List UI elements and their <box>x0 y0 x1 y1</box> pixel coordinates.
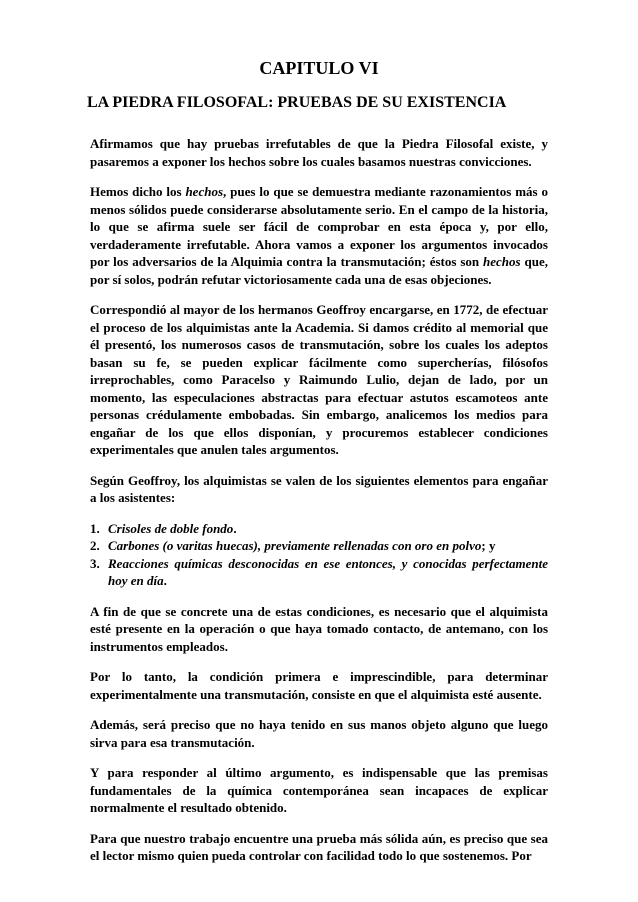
chapter-title: CAPITULO VI <box>259 58 379 78</box>
chapter-subtitle: LA PIEDRA FILOSOFAL: PRUEBAS DE SU EXISTENCIA <box>87 94 507 111</box>
paragraph-7: Además, será preciso que no haya tenido en sus manos objeto alguno que luego sirva para esa transmutación. <box>90 717 548 750</box>
paragraph-8: Y para responder al último argumento, es indispensable que las premisas fundamentales de la química contemporánea sean incapaces de explicar normalmente el resultado obtenido. <box>90 765 548 815</box>
list-item <box>90 520 548 538</box>
emphasis-hechos: hechos <box>185 184 224 199</box>
paragraph-2-part-c: , pues lo que se demuestra mediante razonamientos más o menos sólidos puede considerarse absolutamente serio. En el campo de la historia, lo que se afirma suele ser fácil de comprobar en esta época y, por ello, verdaderamente irrefutable. Ahora vamos a exponer los argumentos invocados por los adversarios de la Alquimia contra la transmutación; éstos son <box>90 184 548 269</box>
list-item-tail: . <box>233 520 237 536</box>
paragraph-2-part-e: que, por sí solos, podrán refutar victoriosamente cada una de esas objeciones. <box>90 254 548 287</box>
list-item-text: Reacciones químicas desconocidas en ese entonces, y conocidas perfectamente hoy en día <box>108 555 548 588</box>
paragraph-6: Por lo tanto, la condición primera e imprescindible, para determinar experimentalmente una transmutación, consiste en que el alquimista esté ausente. <box>90 669 548 702</box>
paragraph-4: Según Geoffroy, los alquimistas se valen de los siguientes elementos para engañar a los asistentes: <box>90 472 548 505</box>
paragraph-2 <box>90 183 548 288</box>
list-number: 3. <box>90 555 100 571</box>
document-page <box>87 57 548 878</box>
paragraph-9: Para que nuestro trabajo encuentre una prueba más sólida aún, es preciso que sea el lector mismo quien pueda controlar con facilidad todo lo que sostenemos. Por <box>90 830 548 863</box>
list-item <box>90 555 548 590</box>
list-item-tail: ; y <box>481 538 496 553</box>
deception-list <box>90 520 548 590</box>
paragraph-5: A fin de que se concrete una de estas condiciones, es necesario que el alquimista esté presente en la operación o que haya tomado contacto, de antemano, con los instrumentos empleados. <box>90 603 548 654</box>
list-number: 1. <box>90 520 100 536</box>
paragraph-3: Correspondió al mayor de los hermanos Geoffroy encargarse, en 1772, de efectuar el proceso de los alquimistas ante la Academia. Si damos crédito al memorial que él presentó, los numerosos casos de transmutación, sobre los cuales los adeptos basan su fe, se pueden explicar fácilmente como supercherías, filósofos irreprochables, como Paracelso y Raimundo Lulio, dejan de lado, por un momento, las especulaciones abstractas para efectuar astutos escamoteos ante personas crédulamente embobadas. Sin embargo, analicemos los medios para engañar de los que ellos disponían, y procuremos establecer condiciones experimentales que anulen tales argumentos. <box>90 302 548 457</box>
emphasis-hechos: hechos <box>483 254 521 269</box>
list-item-text: Crisoles de doble fondo <box>108 520 234 536</box>
list-number: 2. <box>90 538 100 553</box>
list-item-tail: . <box>163 573 167 588</box>
paragraph-1: Afirmamos que hay pruebas irrefutables de que la Piedra Filosofal existe, y pasaremos a exponer los hechos sobre los cuales basamos nuestras convicciones. <box>90 136 548 169</box>
list-item-text: Carbones (o varitas huecas), previamente rellenadas con oro en polvo <box>108 538 482 553</box>
paragraph-2-part-a: Hemos dicho los <box>90 184 186 199</box>
list-item <box>90 537 548 555</box>
